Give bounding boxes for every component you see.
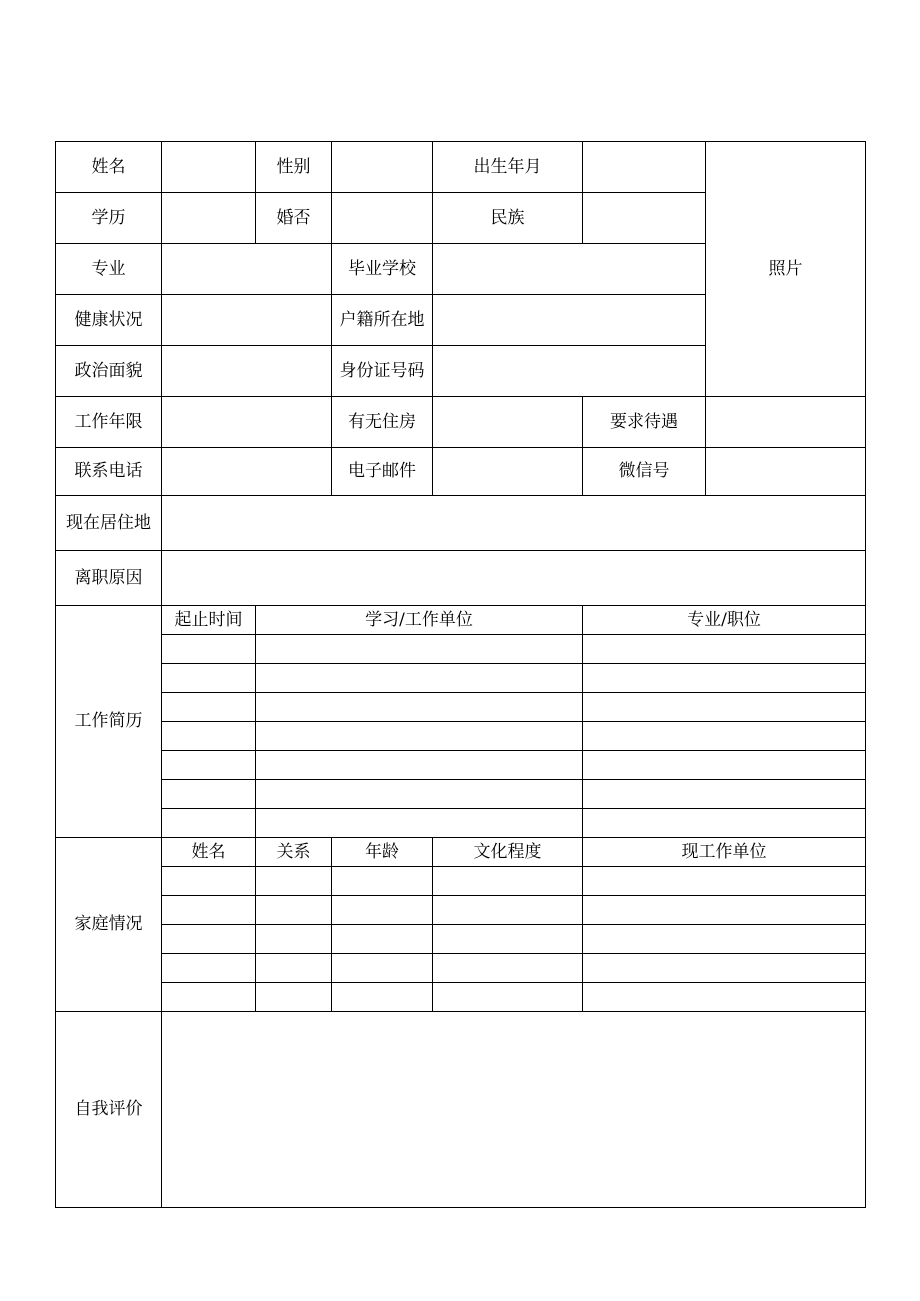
field-education[interactable] [162,193,256,244]
family-cell[interactable] [332,925,433,954]
row-phone [56,448,866,496]
label-politics: 政治面貌 [56,346,162,397]
field-ethnicity[interactable] [583,193,706,244]
family-cell[interactable] [433,925,583,954]
field-email[interactable] [433,448,583,496]
field-hukou[interactable] [433,295,706,346]
label-ethnicity: 民族 [433,193,583,244]
family-row [56,867,866,896]
family-cell[interactable] [256,954,332,983]
resume-cell[interactable] [583,693,866,722]
field-school[interactable] [433,244,706,295]
family-cell[interactable] [583,896,866,925]
resume-cell[interactable] [162,722,256,751]
family-cell[interactable] [583,925,866,954]
label-school: 毕业学校 [332,244,433,295]
resume-row [56,751,866,780]
field-marital[interactable] [332,193,433,244]
row-leave-reason [56,551,866,606]
resume-row [56,664,866,693]
resume-cell[interactable] [583,635,866,664]
resume-row [56,780,866,809]
label-hukou: 户籍所在地 [332,295,433,346]
resume-cell[interactable] [583,751,866,780]
resume-cell[interactable] [256,664,583,693]
family-header-name: 姓名 [162,838,256,867]
resume-cell[interactable] [256,780,583,809]
label-birth: 出生年月 [433,142,583,193]
resume-row [56,722,866,751]
row-name [56,142,866,193]
field-leave-reason[interactable] [162,551,866,606]
family-cell[interactable] [332,983,433,1012]
label-salary: 要求待遇 [583,397,706,448]
resume-header-unit: 学习/工作单位 [256,606,583,635]
family-cell[interactable] [162,983,256,1012]
family-cell[interactable] [583,954,866,983]
label-work-years: 工作年限 [56,397,162,448]
resume-row [56,693,866,722]
label-address: 现在居住地 [56,496,162,551]
label-id-number: 身份证号码 [332,346,433,397]
resume-row [56,635,866,664]
resume-cell[interactable] [162,780,256,809]
field-id-number[interactable] [433,346,706,397]
label-education: 学历 [56,193,162,244]
resume-row [56,809,866,838]
family-cell[interactable] [256,867,332,896]
family-row [56,925,866,954]
resume-cell[interactable] [162,693,256,722]
resume-cell[interactable] [583,722,866,751]
family-header-relation: 关系 [256,838,332,867]
field-gender[interactable] [332,142,433,193]
application-form-table [55,141,866,1208]
family-row [56,983,866,1012]
label-leave-reason: 离职原因 [56,551,162,606]
row-address [56,496,866,551]
resume-cell[interactable] [162,664,256,693]
family-cell[interactable] [583,867,866,896]
photo-box[interactable]: 照片 [706,142,866,397]
family-cell[interactable] [162,896,256,925]
family-cell[interactable] [162,925,256,954]
family-cell[interactable] [332,954,433,983]
resume-cell[interactable] [256,809,583,838]
family-cell[interactable] [433,867,583,896]
field-major[interactable] [162,244,332,295]
label-family: 家庭情况 [56,838,162,1012]
resume-cell[interactable] [583,809,866,838]
family-cell[interactable] [162,954,256,983]
resume-cell[interactable] [256,693,583,722]
label-phone: 联系电话 [56,448,162,496]
family-cell[interactable] [256,896,332,925]
label-self-eval: 自我评价 [56,1012,162,1208]
family-cell[interactable] [256,925,332,954]
family-header-education: 文化程度 [433,838,583,867]
family-header-age: 年龄 [332,838,433,867]
field-housing[interactable] [433,397,583,448]
row-self-eval [56,1012,866,1208]
field-health[interactable] [162,295,332,346]
resume-header-position: 专业/职位 [583,606,866,635]
row-work-years [56,397,866,448]
resume-cell[interactable] [256,722,583,751]
resume-cell[interactable] [162,809,256,838]
resume-header-period: 起止时间 [162,606,256,635]
resume-cell[interactable] [256,751,583,780]
family-cell[interactable] [332,896,433,925]
label-resume: 工作简历 [56,606,162,838]
label-email: 电子邮件 [332,448,433,496]
field-address[interactable] [162,496,866,551]
family-row [56,896,866,925]
field-politics[interactable] [162,346,332,397]
resume-cell[interactable] [583,664,866,693]
label-housing: 有无住房 [332,397,433,448]
family-cell[interactable] [256,983,332,1012]
label-gender: 性别 [256,142,332,193]
field-self-eval[interactable] [162,1012,866,1208]
field-work-years[interactable] [162,397,332,448]
resume-cell[interactable] [162,751,256,780]
resume-header-row [56,606,866,635]
field-name[interactable] [162,142,256,193]
label-name: 姓名 [56,142,162,193]
family-header-row [56,838,866,867]
family-cell[interactable] [162,867,256,896]
family-row [56,954,866,983]
family-cell[interactable] [433,983,583,1012]
family-cell[interactable] [433,954,583,983]
label-marital: 婚否 [256,193,332,244]
field-salary[interactable] [706,397,866,448]
label-wechat: 微信号 [583,448,706,496]
field-phone[interactable] [162,448,332,496]
resume-cell[interactable] [583,780,866,809]
resume-cell[interactable] [162,635,256,664]
family-header-employer: 现工作单位 [583,838,866,867]
label-health: 健康状况 [56,295,162,346]
family-cell[interactable] [332,867,433,896]
field-wechat[interactable] [706,448,866,496]
label-major: 专业 [56,244,162,295]
family-cell[interactable] [583,983,866,1012]
field-birth[interactable] [583,142,706,193]
family-cell[interactable] [433,896,583,925]
resume-cell[interactable] [256,635,583,664]
